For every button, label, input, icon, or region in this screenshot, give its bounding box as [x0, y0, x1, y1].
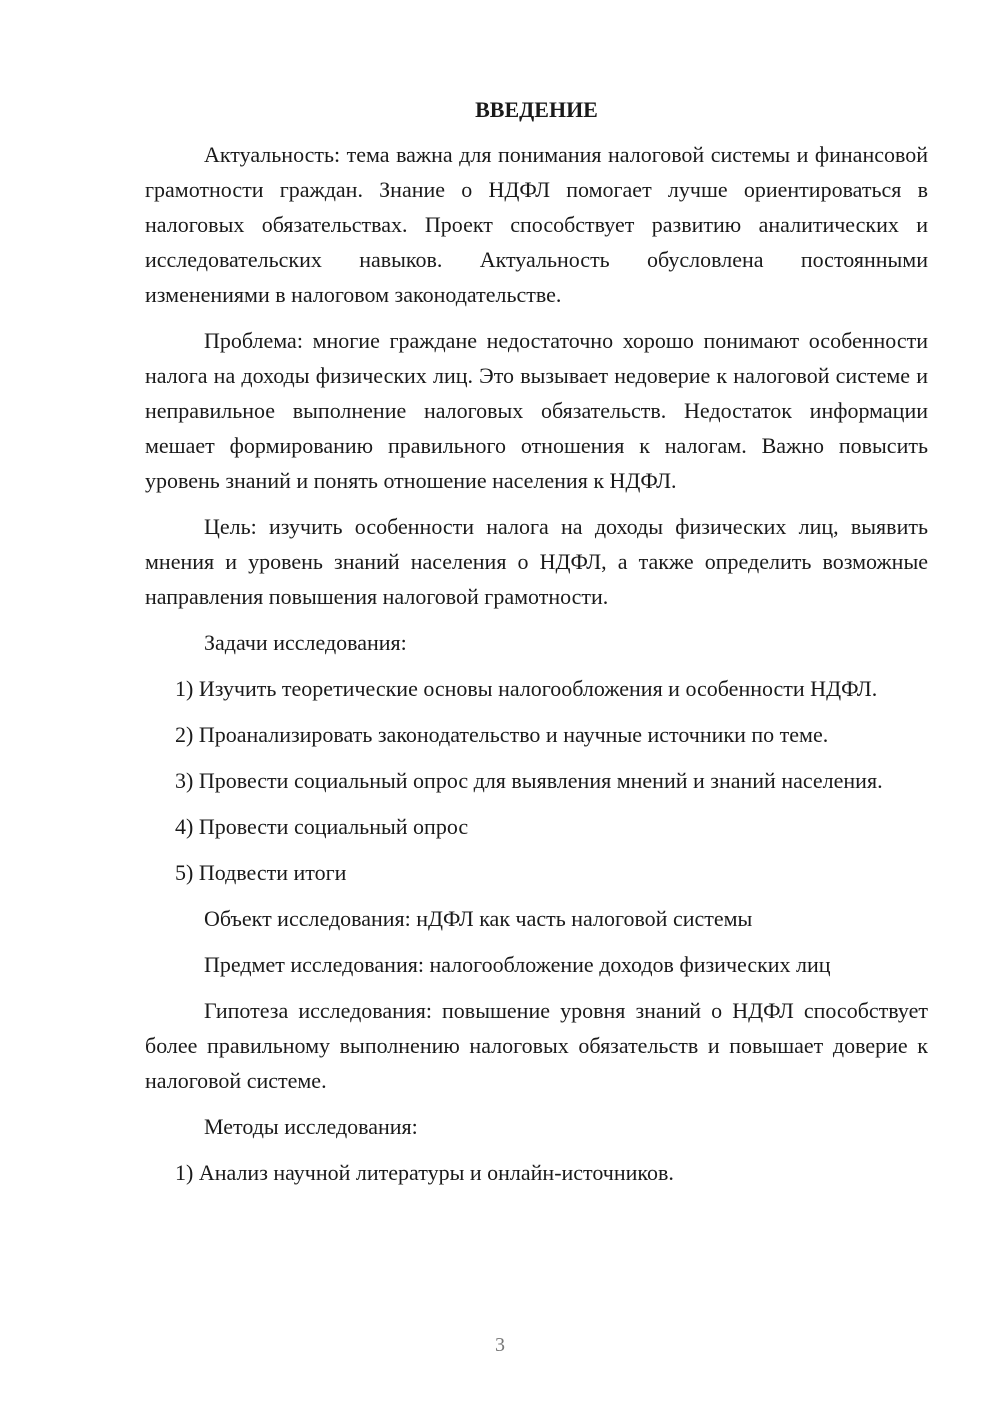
methods-heading: Методы исследования: [204, 1114, 418, 1139]
hypothesis-paragraph: Гипотеза исследования: повышение уровня знаний о НДФЛ способствует более правильному выполнению налоговых обязательств и повышает доверие к налоговой системе. [145, 998, 928, 1093]
section-title: ВВЕДЕНИЕ [475, 97, 598, 122]
task-item-5: 5) Подвести итоги [175, 860, 347, 885]
method-item-1: 1) Анализ научной литературы и онлайн-источников. [175, 1160, 674, 1185]
goal-paragraph: Цель: изучить особенности налога на доходы физических лиц, выявить мнения и уровень знаний населения о НДФЛ, а также определить возможные направления повышения налоговой грамотности. [145, 514, 928, 609]
object-paragraph: Объект исследования: нДФЛ как часть налоговой системы [204, 906, 753, 931]
task-item-2: 2) Проанализировать законодательство и научные источники по теме. [175, 722, 829, 747]
task-item-3: 3) Провести социальный опрос для выявления мнений и знаний населения. [175, 768, 883, 793]
document-page [145, 95, 928, 1201]
relevance-paragraph: Актуальность: тема важна для понимания налоговой системы и финансовой грамотности граждан. Знание о НДФЛ помогает лучше ориентироваться в налоговых обязательствах. Проект способствует развитию аналитических и исследовательских навыков. Актуальность обусловлена постоянными изменениями в налоговом законодательстве. [145, 142, 928, 307]
problem-paragraph: Проблема: многие граждане недостаточно хорошо понимают особенности налога на доходы физических лиц. Это вызывает недоверие к налоговой системе и неправильное выполнение налоговых обязательств. Недостаток информации мешает формированию правильного отношения к налогам. Важно повысить уровень знаний и понять отношение населения к НДФЛ. [145, 328, 928, 493]
page-number: 3 [495, 1334, 505, 1356]
task-item-1: 1) Изучить теоретические основы налогообложения и особенности НДФЛ. [175, 676, 878, 701]
task-item-4: 4) Провести социальный опрос [175, 814, 469, 839]
tasks-heading: Задачи исследования: [204, 630, 407, 655]
subject-paragraph: Предмет исследования: налогообложение доходов физических лиц [204, 952, 831, 977]
